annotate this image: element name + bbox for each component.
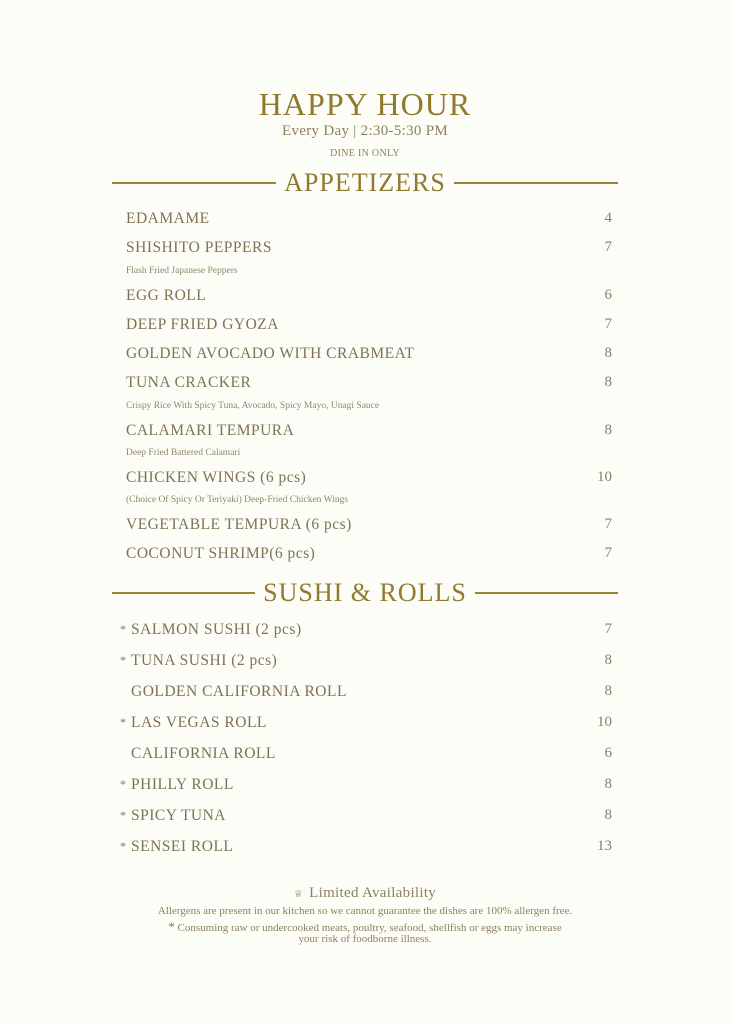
item-price: 10: [597, 714, 612, 730]
item-price: 7: [604, 545, 612, 561]
item-description: Crispy Rice With Spicy Tuna, Avocado, Spicy Mayo, Unagi Sauce: [126, 401, 380, 411]
item-price: 8: [604, 345, 612, 361]
menu-title: HAPPY HOUR: [258, 86, 472, 122]
item-price: 7: [604, 316, 612, 332]
item-price: 8: [604, 776, 612, 792]
item-name: TUNA CRACKER: [126, 374, 252, 391]
item-description: Flash Fried Japanese Peppers: [126, 266, 238, 276]
item-name: CALIFORNIA ROLL: [131, 745, 276, 762]
item-price: 10: [597, 469, 612, 485]
raw-warning-star-icon: *: [120, 653, 126, 667]
sushi-rolls-header: [112, 578, 618, 608]
item-name: DEEP FRIED GYOZA: [126, 316, 279, 333]
item-name: SENSEI ROLL: [131, 838, 234, 855]
item-name: PHILLY ROLL: [131, 776, 234, 793]
limited-availability-label: Limited Availability: [309, 885, 437, 901]
section-title: APPETIZERS: [284, 168, 446, 197]
item-name: LAS VEGAS ROLL: [131, 714, 267, 731]
item-name: SHISHITO PEPPERS: [126, 239, 272, 256]
raw-food-warning-continued: your risk of foodborne illness.: [298, 933, 432, 945]
item-price: 7: [604, 516, 612, 532]
item-price: 6: [604, 745, 612, 761]
section-title: SUSHI & ROLLS: [263, 578, 467, 607]
item-description: (Choice Of Spicy Or Teriyaki) Deep-Fried Chicken Wings: [126, 495, 349, 505]
raw-warning-star-icon: *: [120, 808, 126, 822]
crown-icon: ♕: [293, 889, 304, 900]
item-price: 7: [604, 239, 612, 255]
item-price: 13: [597, 838, 612, 854]
divider-rule: [112, 182, 276, 184]
raw-warning-star-icon: *: [120, 839, 126, 853]
item-name: EGG ROLL: [126, 287, 207, 304]
item-name: GOLDEN CALIFORNIA ROLL: [131, 683, 347, 700]
item-price: 4: [604, 210, 612, 226]
item-price: 8: [604, 652, 612, 668]
asterisk-icon: *: [168, 919, 175, 934]
limited-availability-legend: [0, 885, 730, 902]
divider-rule: [112, 592, 255, 594]
divider-rule: [454, 182, 618, 184]
item-name: SALMON SUSHI (2 pcs): [131, 621, 302, 638]
menu-hours: Every Day | 2:30-5:30 PM: [281, 123, 449, 139]
raw-food-warning-text: Consuming raw or undercooked meats, poultry, seafood, shellfish or eggs may increase: [177, 922, 562, 934]
item-price: 8: [604, 374, 612, 390]
item-price: 8: [604, 807, 612, 823]
raw-warning-star-icon: *: [120, 715, 126, 729]
item-description: Deep Fried Battered Calamari: [126, 448, 241, 458]
item-name: GOLDEN AVOCADO WITH CRABMEAT: [126, 345, 415, 362]
appetizers-header: [112, 168, 618, 198]
raw-warning-star-icon: *: [120, 622, 126, 636]
item-name: SPICY TUNA: [131, 807, 227, 824]
item-price: 6: [604, 287, 612, 303]
item-price: 8: [604, 683, 612, 699]
allergen-notice: Allergens are present in our kitchen so we cannot guarantee the dishes are 100% allergen free.: [157, 905, 573, 917]
item-name: VEGETABLE TEMPURA (6 pcs): [126, 516, 352, 533]
divider-rule: [475, 592, 618, 594]
item-price: 8: [604, 422, 612, 438]
item-name: EDAMAME: [126, 210, 210, 227]
item-name: CHICKEN WINGS (6 pcs): [126, 469, 307, 486]
item-price: 7: [604, 621, 612, 637]
raw-warning-star-icon: *: [120, 777, 126, 791]
dine-in-note: DINE IN ONLY: [330, 148, 400, 159]
item-name: COCONUT SHRIMP(6 pcs): [126, 545, 316, 562]
item-name: CALAMARI TEMPURA: [126, 422, 295, 439]
item-name: TUNA SUSHI (2 pcs): [131, 652, 278, 669]
